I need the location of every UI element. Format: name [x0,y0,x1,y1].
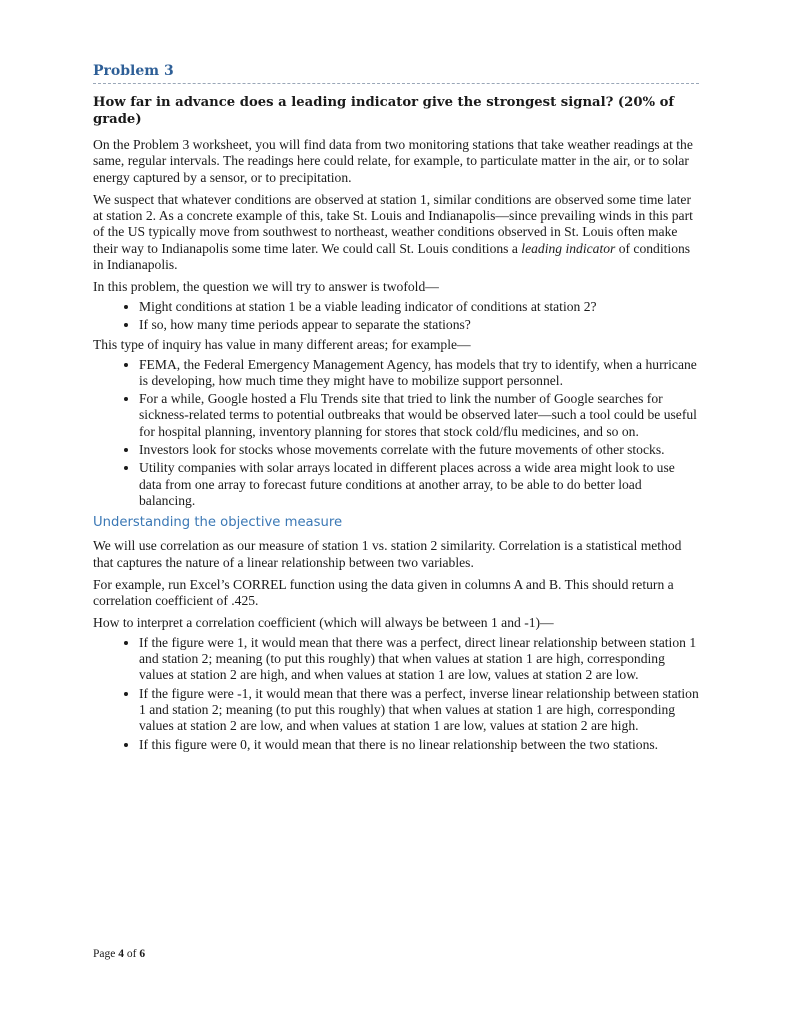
footer-of: of [123,948,140,960]
leading-indicator-term: leading indicator [521,240,616,256]
footer-total-pages: 6 [139,948,146,960]
section-subheading: Understanding the objective measure [93,515,343,531]
list-item: • For a while, Google hosted a Flu Trends site that tried to link the number of Google searches for sickness-related terms to potential outbreaks that would be observed later—such a tool could be useful for hospital planning, inventory planning for stores that stock cold/flu medicines, and so on. [139,391,699,440]
page-footer [93,948,145,960]
inquiry-paragraph: This type of inquiry has value in many different areas; for example— [93,337,471,353]
list-item: • If so, how many time periods appear to separate the stations? [139,317,699,333]
inquiry-list [93,357,699,510]
list-item: • FEMA, the Federal Emergency Management Agency, has models that try to identify, when a hurricane is developing, how much time they might have to mobilize support personnel. [139,357,699,390]
correlation-intro-paragraph: We will use correlation as our measure of station 1 vs. station 2 similarity. Correlation is a statistical method that captures the nature of a linear relationship between two variables. [93,538,682,570]
list-item: • Investors look for stocks whose movements correlate with the future movements of other stocks. [139,442,699,458]
problem-heading: Problem 3 [93,62,699,84]
twofold-list [93,299,699,334]
list-item: • If this figure were 0, it would mean that there is no linear relationship between the two stations. [139,737,699,753]
suspect-text-pre: We suspect that whatever conditions are observed at station 1, similar conditions are observed some time later at station 2. As a concrete example of this, take St. Louis and Indianapolis—since prevailing winds in this part of the US typically move from southwest to northeast, weather conditions observed in St. Louis often make their way to Indianapolis some time later. We could call St. Louis conditions a [93,191,693,256]
intro-paragraph: On the Problem 3 worksheet, you will find data from two monitoring stations that take weather readings at the same, regular intervals. The readings here could relate, for example, to particulate matter in the air, or to solar energy captured by a sensor, or to precipitation. [93,137,693,185]
interpret-list [93,635,699,753]
document-page [93,62,699,757]
footer-prefix: Page [93,948,119,960]
twofold-paragraph: In this problem, the question we will try to answer is twofold— [93,279,439,295]
list-item: • Utility companies with solar arrays located in different places across a wide area might look to use data from one array to forecast future conditions at another array, to be able to do better load balancing. [139,460,699,509]
list-item: • If the figure were 1, it would mean that there was a perfect, direct linear relationship between station 1 and station 2; meaning (to put this roughly) that when values at station 1 are high, corresponding values at station 2 are high, and when values at station 1 are low, values at station 2 are low. [139,635,699,684]
suspect-text-post: of conditions in Indianapolis. [93,240,691,273]
interpret-paragraph: How to interpret a correlation coefficient (which will always be between 1 and -1)— [93,615,554,631]
suspect-paragraph [93,192,699,273]
list-item: • If the figure were -1, it would mean that there was a perfect, inverse linear relationship between station 1 and station 2; meaning (to put this roughly) that when values at station 1 are high, corresponding values at station 2 are low, and when values at station 1 are low, values at station 2 are high. [139,686,699,735]
question-heading: How far in advance does a leading indicator give the strongest signal? (20% of grade) [93,95,675,127]
list-item: • Might conditions at station 1 be a viable leading indicator of conditions at station 2? [139,299,699,315]
footer-current-page: 4 [118,948,124,960]
correl-example-paragraph: For example, run Excel’s CORREL function using the data given in columns A and B. This should return a correlation coefficient of .425. [93,576,674,609]
